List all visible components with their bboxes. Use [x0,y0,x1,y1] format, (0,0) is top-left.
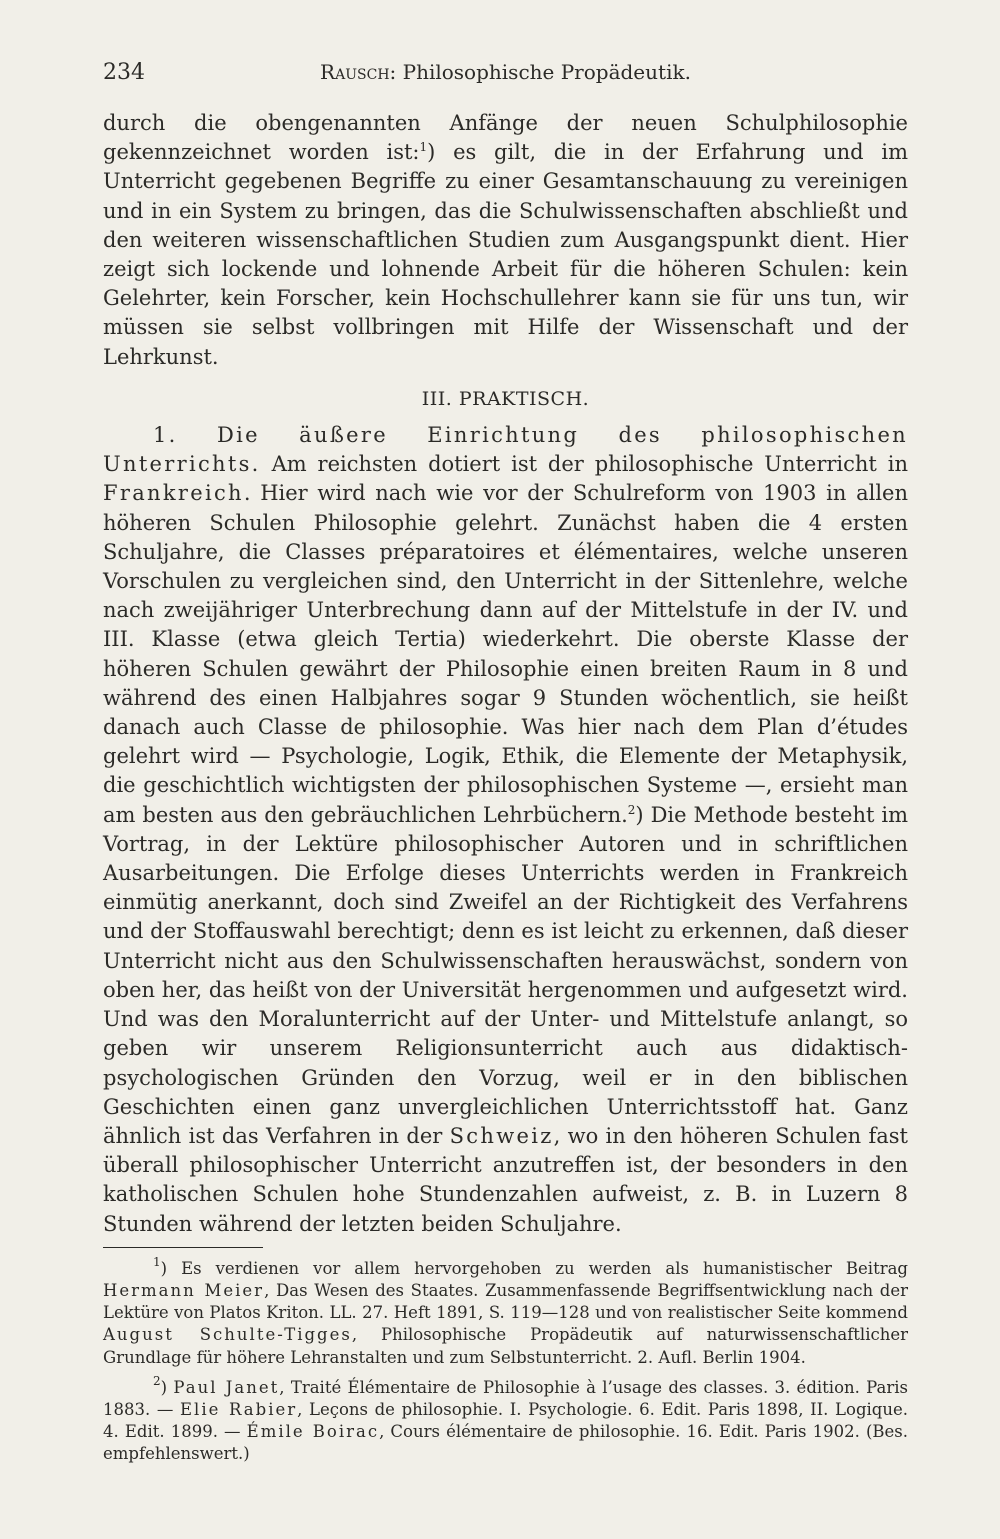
paragraph-text: ) es gilt, die in der Erfahrung und im Unterricht gegebenen Begriffe zu einer Gesamtanschauung zu vereinigen und in ein System zu bringen, das die Schulwissenschaften abschließt und den weiteren wissenschaftlichen Studien zum Ausgangspunkt dient. Hier zeigt sich lockende und lohnende Arbeit für die höheren Schulen: kein Gelehrter, kein Forscher, kein Hochschullehrer kann sie für uns tun, wir müssen sie selbst vollbringen mit Hilfe der Wissenschaft und der Lehrkunst. [103,140,908,369]
footnote-text: ) [160,1377,174,1397]
paragraph-text: , wo in den höheren Schulen fast überall philosophischer Unterricht anzutreffen ist, der besonders in den katholischen Schulen hohe Stundenzahlen aufweist, z. B. in Luzern 8 Stunden während der letzten beiden Schuljahre. [103,1123,908,1236]
running-title [103,60,908,84]
running-title-author: Rausch: [320,60,397,84]
paragraph-text: Am reichsten dotiert ist der philosophische Unterricht in [260,452,908,477]
book-page [103,60,908,1474]
footnote-2 [103,1373,909,1466]
body-text [103,109,908,1239]
footnote-text: , Philosophische Propädeutik auf naturwissenschaftlicher Grundlage für höhere Lehranstalten und zum Selbstunterricht. 2. Aufl. Berlin 1904. [103,1325,908,1367]
section-heading: III. PRAKTISCH. [421,387,590,410]
paragraph-external-arrangement [103,421,908,1239]
footnote-author: August Schulte-Tigges [103,1325,352,1345]
paragraph-continuation [103,109,908,372]
footnote-text: , Das Wesen des Staates. Zusammenfassende Begriffsentwicklung nach der Lektüre von Platos Kriton. LL. 27. Heft 1891, S. 119—128 und von realistischer Seite kommend [103,1280,908,1323]
footnote-ref-2: 2 [627,802,636,817]
footnotes [103,1254,909,1466]
running-head [103,60,908,90]
footnote-author: Paul Janet [173,1377,280,1397]
footnote-author: Hermann Meier [103,1280,265,1300]
footnote-mark-1: 1 [153,1254,161,1269]
footnote-text: , Leçons de philosophie. I. Psychologie. 6. Edit. Paris 1898, II. Logique. 4. Edit. 1899. — [103,1399,908,1442]
country-emphasis-switzerland: Schweiz [449,1123,554,1148]
footnote-ref-1: 1 [419,140,428,155]
paragraph-text: . Hier wird nach wie vor der Schulreform von 1903 in allen höheren Schulen Philosophie gelehrt. Zunächst haben die 4 ersten Schuljahre, die Classes préparatoires et élémentaires, welche unseren Vorschulen zu vergleichen sind, den Unterricht in der Sittenlehre, welche nach zweijähriger Unterbrechung dann auf der Mittelstufe in der IV. und III. Klasse (etwa gleich Tertia) wiederkehrt. Die oberste Klasse der höheren Schulen gewährt der Philosophie einen breiten Raum in 8 und während des einen Halbjahres sogar 9 Stunden wöchentlich, sie heißt danach auch Classe de philosophie. Was hier nach dem Plan d’études gelehrt wird — Psychologie, Logik, Ethik, die Elemente der Metaphysik, die geschichtlich wichtigsten der philosophischen Systeme —, ersieht man am besten aus den gebräuchlichen Lehrbüchern. [103,481,908,827]
country-emphasis-france: Frankreich [103,481,244,506]
footnote-mark-2: 2 [153,1373,161,1388]
footnote-1 [103,1254,908,1369]
footnote-text: , Cours élémentaire de philosophie. 16. Edit. Paris 1902. (Bes. empfehlenswert.) [103,1422,909,1464]
footnote-author: Elie Rabier [180,1399,298,1419]
paragraph-lead: 1. Die äußere Einrichtung des philosophischen Unterrichts. [103,423,908,477]
paragraph-text: durch die obengenannten Anfänge der neuen Schulphilosophie gekennzeichnet worden ist: [103,111,908,165]
paragraph-text: ) Die Methode besteht im Vortrag, in der Lektüre philosophischer Autoren und in schriftlichen Ausarbeitungen. Die Erfolge dieses Unterrichts werden in Frankreich einmütig anerkannt, doch sind Zweifel an der Richtigkeit des Verfahrens und der Stoffauswahl berechtigt; denn es ist leicht zu erkennen, daß dieser Unterricht nicht aus den Schulwissenschaften herauswächst, sondern von oben her, das heißt von der Universität hergenommen und aufgesetzt wird. Und was den Moralunterricht auf der Unter- und Mittelstufe anlangt, so geben wir unserem Religionsunterricht auch aus didaktisch-psychologischen Gründen den Vorzug, weil er in den biblischen Geschichten einen ganz unvergleichlichen Unterrichtsstoff hat. Ganz ähnlich ist das Verfahren in der [103,802,909,1148]
footnote-author: Émile Boirac [246,1422,380,1442]
footnote-divider [103,1247,263,1248]
footnote-text: , Traité Élémentaire de Philosophie à l’usage des classes. 3. édition. Paris 1883. — [103,1377,909,1419]
running-title-text: Philosophische Propädeutik. [402,60,691,84]
page-number: 234 [103,60,145,85]
footnote-text: ) Es verdienen vor allem hervorgehoben zu werden als humanistischer Beitrag [160,1258,908,1278]
